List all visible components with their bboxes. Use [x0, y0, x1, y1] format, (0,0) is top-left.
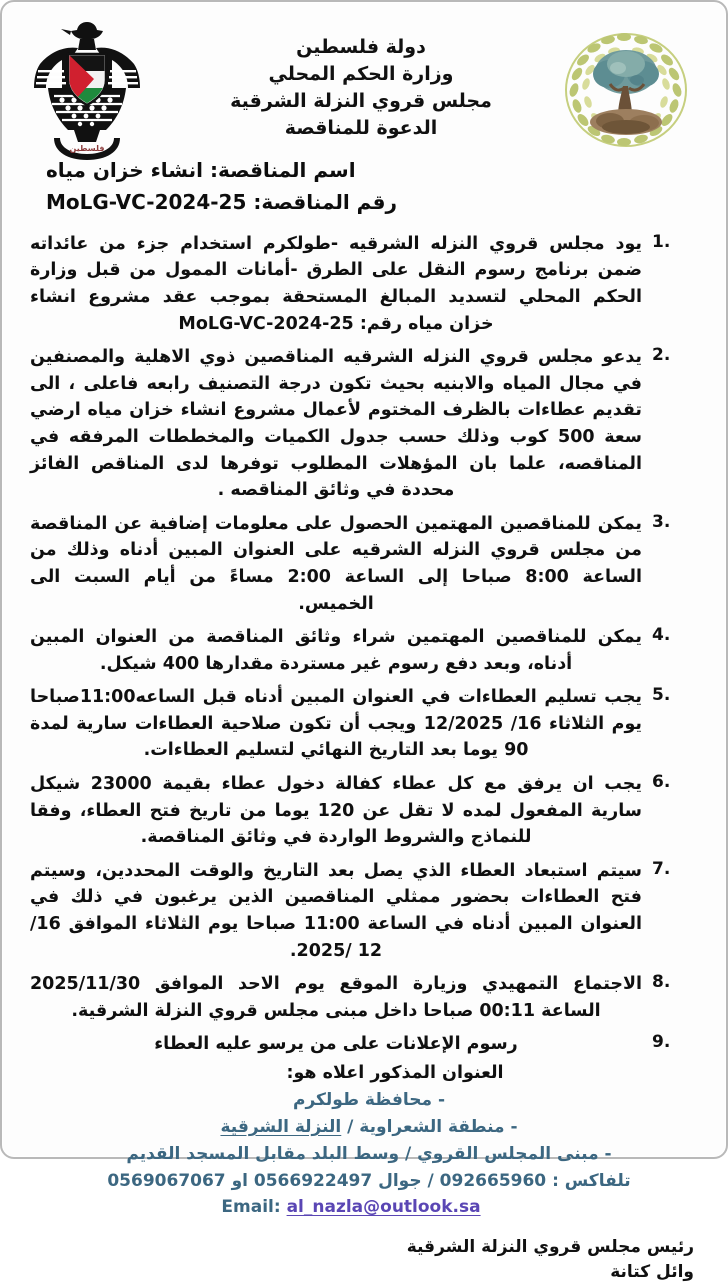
clause-list: [28, 231, 700, 1058]
address-block: [28, 1087, 700, 1221]
olive-tree-wreath-emblem: [552, 20, 700, 158]
address-contact-line: [38, 1168, 700, 1195]
tender-number-line: [46, 186, 700, 218]
clause-text: سيتم استبعاد العطاء الذي يصل بعد التاريخ والوقت المحددين، وسيتم فتح العطاءات بحضور ممثلي المناقصين الذين يرغبون في ذلك في العنوان المبين أدناه في الساعة 11:00 صباحا يوم الثلاثاء الموافق 16/ 12 /2025.: [30, 860, 642, 961]
tender-name-label: اسم المناقصة:: [210, 158, 356, 182]
clause-text: يود مجلس قروي النزله الشرقيه -طولكرم استخدام جزء من عائداته ضمن برنامج رسوم النقل على الطرق -أمانات الممول من قبل وزارة الحكم المحلي لتسديد المبالغ المستحقة بموجب عقد مشروع انشاء خزان مياه رقم: MoLG-VC-2024-25: [30, 233, 642, 334]
clause-number: 5.: [652, 685, 671, 706]
mobile-conjunction: او: [231, 1170, 248, 1191]
signature-title: رئيس مجلس قروي النزلة الشرقية: [406, 1237, 694, 1258]
clause-number: 1.: [652, 231, 671, 252]
palestine-eagle-emblem: [28, 20, 146, 172]
clause-number: 3.: [652, 511, 671, 532]
clause-number: 4.: [652, 625, 671, 646]
email-address[interactable]: al_nazla@outlook.sa: [286, 1197, 481, 1218]
telefax-label: تلفاكس :: [552, 1170, 631, 1191]
clause-item: [30, 344, 698, 504]
tender-number-value: MoLG-VC-2024-25: [46, 190, 247, 215]
clause-item: [30, 858, 698, 964]
clause-text: يمكن للمناقصين المهتمين شراء وثائق المناقصة من العنوان المبين أدناه، وبعد دفع رسوم غير مستردة مقدارها 400 شيكل.: [30, 627, 642, 674]
tender-name-line: [46, 154, 700, 186]
clause-number: 9.: [652, 1032, 671, 1053]
telefax-number: 092665960: [439, 1170, 547, 1191]
tender-meta: [28, 154, 700, 219]
clause-item: [30, 684, 698, 764]
mobile-number-2: 0569067067: [107, 1170, 226, 1191]
clause-number: 7.: [652, 858, 671, 879]
header-title-state: دولة فلسطين: [296, 36, 426, 58]
clause-number: 6.: [652, 772, 671, 793]
header-title-council: مجلس قروي النزلة الشرقية: [230, 89, 492, 112]
clause-number: 2.: [652, 345, 671, 366]
mobile-label: جوال: [378, 1170, 422, 1191]
clause-number: 8.: [652, 972, 671, 993]
signature-block: [28, 1235, 700, 1284]
mobile-number-1: 0566922497: [253, 1170, 373, 1191]
clause-text: يجب تسليم العطاءات في العنوان المبين أدناه قبل الساعه11:00صباحا يوم الثلاثاء 16/ 12/2025 ويجب أن تكون صلاحية العطاءات سارية لمدة 90 يوما بعد التاريخ النهائي لتسليم العطاءات.: [30, 687, 642, 761]
address-governorate: - محافظة طولكرم: [292, 1090, 446, 1110]
clause-item: [30, 771, 698, 851]
tender-name-value: انشاء خزان مياه: [46, 158, 204, 182]
clause-item: [30, 231, 698, 337]
address-region: [38, 1114, 700, 1141]
clause-text: رسوم الإعلانات على من يرسو عليه العطاء: [154, 1034, 518, 1055]
header-title-invitation: الدعوة للمناقصة: [284, 116, 438, 139]
address-region-name: النزلة الشرقية: [220, 1116, 342, 1137]
clause-item: [30, 1031, 698, 1058]
clause-item: [30, 624, 698, 677]
address-region-prefix: - منطقة الشعراوية /: [341, 1116, 518, 1137]
clause-text: يجب ان يرفق مع كل عطاء كفالة دخول عطاء بقيمة 23000 شيكل سارية المفعول لمده لا تقل عن 120 يوما من تاريخ فتح العطاء، وفقا للنماذج والشروط الواردة في وثائق المناقصة.: [30, 774, 642, 848]
signature-name: وائل كتانة: [610, 1261, 694, 1282]
email-label: Email:: [221, 1197, 281, 1218]
address-email-line: [38, 1194, 700, 1221]
address-intro: العنوان المذكور اعلاه هو:: [286, 1063, 504, 1083]
clause-item: [30, 511, 698, 617]
clause-text: يمكن للمناقصين المهتمين الحصول على معلومات إضافية عن المناقصة من مجلس قروي النزله الشرقيه على العنوان المبين أدناه وذلك من الساعة 8:00 صباحا إلى الساعة 2:00 مساءً من أيام السبت الى الخميس.: [30, 513, 643, 614]
clause-item: [30, 971, 698, 1024]
address-building: - مبنى المجلس القروي / وسط البلد مقابل المسجد القديم: [126, 1143, 612, 1164]
svg-text:فلسطين: فلسطين: [69, 144, 105, 153]
contact-separator: /: [427, 1170, 434, 1191]
document-header: [28, 14, 700, 160]
header-titles: [146, 20, 552, 142]
tender-number-label: رقم المناقصة:: [253, 190, 397, 215]
clause-text: الاجتماع التمهيدي وزيارة الموقع يوم الاحد الموافق 2025/11/30 الساعة 00:11 صباحا داخل مبنى مجلس قروي النزلة الشرقية.: [30, 974, 642, 1021]
header-title-ministry: وزارة الحكم المحلي: [268, 62, 454, 85]
clause-text: يدعو مجلس قروي النزله الشرقيه المناقصين ذوي الاهلية والمصنفين في مجال المياه والابنيه بحيث تكون درجة التصنيف رابعه فاعلى ، الى تقديم عطاءات بالظرف المختوم لأعمال مشروع انشاء خزان مياه ارضي سعة 500 كوب وذلك حسب جدول الكميات والمخططات المرفقه في المناقصه، علما بان المؤهلات المطلوب توفرها لدى المناقص الفائز محددة في وثائق المناقصه .: [30, 347, 642, 501]
